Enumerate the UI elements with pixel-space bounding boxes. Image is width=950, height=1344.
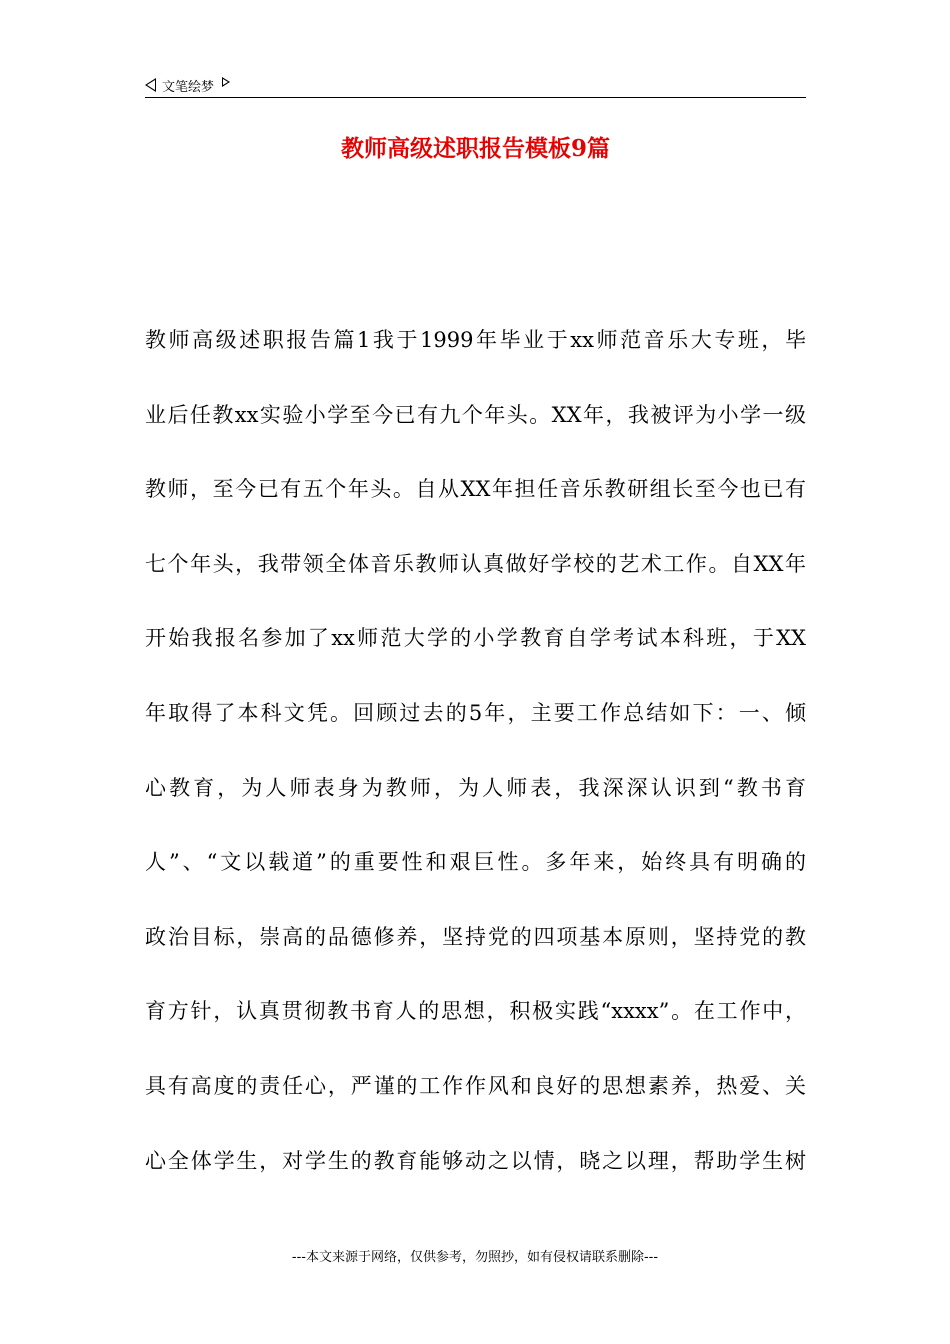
page-header <box>145 74 230 96</box>
body-line: 年取得了本科文凭。回顾过去的5年，主要工作总结如下：一、倾 <box>145 700 806 725</box>
body-line: 政治目标，崇高的品德修养，坚持党的四项基本原则，坚持党的教 <box>145 924 806 949</box>
triangle-left-icon <box>145 78 156 92</box>
triangle-right-icon <box>222 77 230 87</box>
body-line: 心教育，为人师表身为教师，为人师表，我深深认识到“教书育 <box>145 775 806 800</box>
body-line: 七个年头，我带领全体音乐教师认真做好学校的艺术工作。自XX年 <box>145 551 806 576</box>
body-line: 心全体学生，对学生的教育能够动之以情，晓之以理，帮助学生树 <box>145 1148 806 1173</box>
body-line: 人”、“文以载道”的重要性和艰巨性。多年来，始终具有明确的 <box>145 850 806 875</box>
body-line: 具有高度的责任心，严谨的工作作风和良好的思想素养，热爱、关 <box>145 1073 806 1098</box>
body-line: 开始我报名参加了xx师范大学的小学教育自学考试本科班，于XX <box>145 626 806 651</box>
document-title: 教师高级述职报告模板9篇 <box>340 135 610 162</box>
body-line: 育方针，认真贯彻教书育人的思想，积极实践“xxxx”。在工作中， <box>145 999 806 1024</box>
header-brand: 文笔绘梦 <box>162 79 215 95</box>
page-footer-notice: ---本文来源于网络，仅供参考，勿照抄，如有侵权请联系删除--- <box>291 1250 659 1265</box>
document-body <box>145 318 806 1213</box>
header-divider <box>145 97 806 98</box>
body-line: 教师，至今已有五个年头。自从XX年担任音乐教研组长至今也已有 <box>145 477 806 502</box>
body-line: 业后任教xx实验小学至今已有九个年头。XX年，我被评为小学一级 <box>145 402 806 427</box>
body-line: 教师高级述职报告篇1我于1999年毕业于xx师范音乐大专班，毕 <box>145 328 806 352</box>
